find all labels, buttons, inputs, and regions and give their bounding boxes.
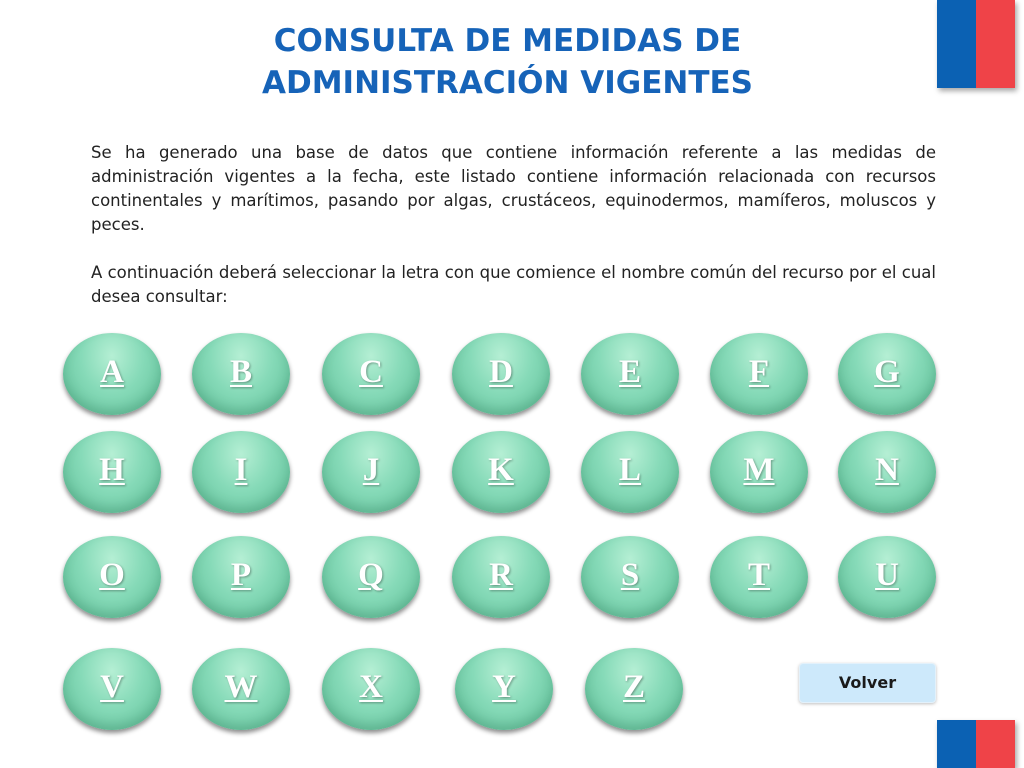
letter-button-b[interactable] [192, 333, 290, 415]
letter-label: M [743, 451, 775, 488]
flag-red-stripe [976, 720, 1015, 768]
letter-button-m[interactable] [710, 431, 808, 513]
letter-label: O [99, 556, 125, 593]
flag-top-decoration [937, 0, 1015, 88]
letter-button-u[interactable] [838, 536, 936, 618]
letter-button-o[interactable] [63, 536, 161, 618]
letter-button-h[interactable] [63, 431, 161, 513]
intro-paragraph-2: A continuación deberá seleccionar la letra con que comience el nombre común del recurso por el cual desea consultar: [91, 263, 936, 306]
letter-button-r[interactable] [452, 536, 550, 618]
letter-label: A [100, 353, 124, 390]
letter-button-c[interactable] [322, 333, 420, 415]
letter-button-w[interactable] [192, 648, 290, 730]
letter-button-g[interactable] [838, 333, 936, 415]
letter-button-f[interactable] [710, 333, 808, 415]
letter-button-y[interactable] [455, 648, 553, 730]
back-button[interactable] [799, 663, 936, 703]
letter-label: K [488, 451, 514, 488]
letter-label: W [224, 668, 258, 705]
intro-text [91, 141, 936, 333]
letter-label: V [100, 668, 124, 705]
letter-label: G [874, 353, 900, 390]
letter-label: X [359, 668, 383, 705]
letter-label: D [489, 353, 513, 390]
page-title [170, 20, 845, 104]
letter-label: Y [492, 668, 516, 705]
letter-button-e[interactable] [581, 333, 679, 415]
letter-button-q[interactable] [322, 536, 420, 618]
back-button-label: Volver [838, 673, 897, 692]
letter-button-k[interactable] [452, 431, 550, 513]
letter-button-d[interactable] [452, 333, 550, 415]
letter-label: F [748, 353, 770, 390]
letter-button-n[interactable] [838, 431, 936, 513]
letter-button-s[interactable] [581, 536, 679, 618]
letter-button-l[interactable] [581, 431, 679, 513]
letter-button-z[interactable] [585, 648, 683, 730]
page-title-line2: ADMINISTRACIÓN VIGENTES [261, 65, 754, 101]
letter-button-j[interactable] [322, 431, 420, 513]
letter-button-p[interactable] [192, 536, 290, 618]
letter-label: R [489, 556, 513, 593]
letter-label: B [229, 353, 252, 390]
letter-label: C [359, 353, 383, 390]
letter-button-i[interactable] [192, 431, 290, 513]
flag-blue-stripe [937, 720, 976, 768]
flag-blue-stripe [937, 0, 976, 88]
letter-label: I [234, 451, 248, 488]
flag-bottom-decoration [937, 720, 1015, 768]
letter-button-a[interactable] [63, 333, 161, 415]
letter-label: Z [622, 668, 645, 705]
letter-label: L [618, 451, 641, 488]
letter-label: S [620, 556, 640, 593]
letter-button-v[interactable] [63, 648, 161, 730]
letter-label: E [618, 353, 641, 390]
letter-label: T [747, 556, 770, 593]
page-title-line1: CONSULTA DE MEDIDAS DE [273, 23, 742, 59]
letter-button-x[interactable] [322, 648, 420, 730]
letter-label: N [875, 451, 899, 488]
letter-label: U [875, 556, 899, 593]
letter-label: Q [358, 556, 384, 593]
letter-label: P [230, 556, 252, 593]
letter-button-t[interactable] [710, 536, 808, 618]
flag-red-stripe [976, 0, 1015, 88]
intro-paragraph-1: Se ha generado una base de datos que contiene información referente a las medidas de administración vigentes a la fecha, este listado contiene información relacionada con recursos continentales y marítimos, pasando por algas, crustáceos, equinodermos, mamíferos, moluscos y peces. [91, 143, 936, 234]
letter-label: H [99, 451, 125, 488]
letter-label: J [362, 451, 380, 488]
